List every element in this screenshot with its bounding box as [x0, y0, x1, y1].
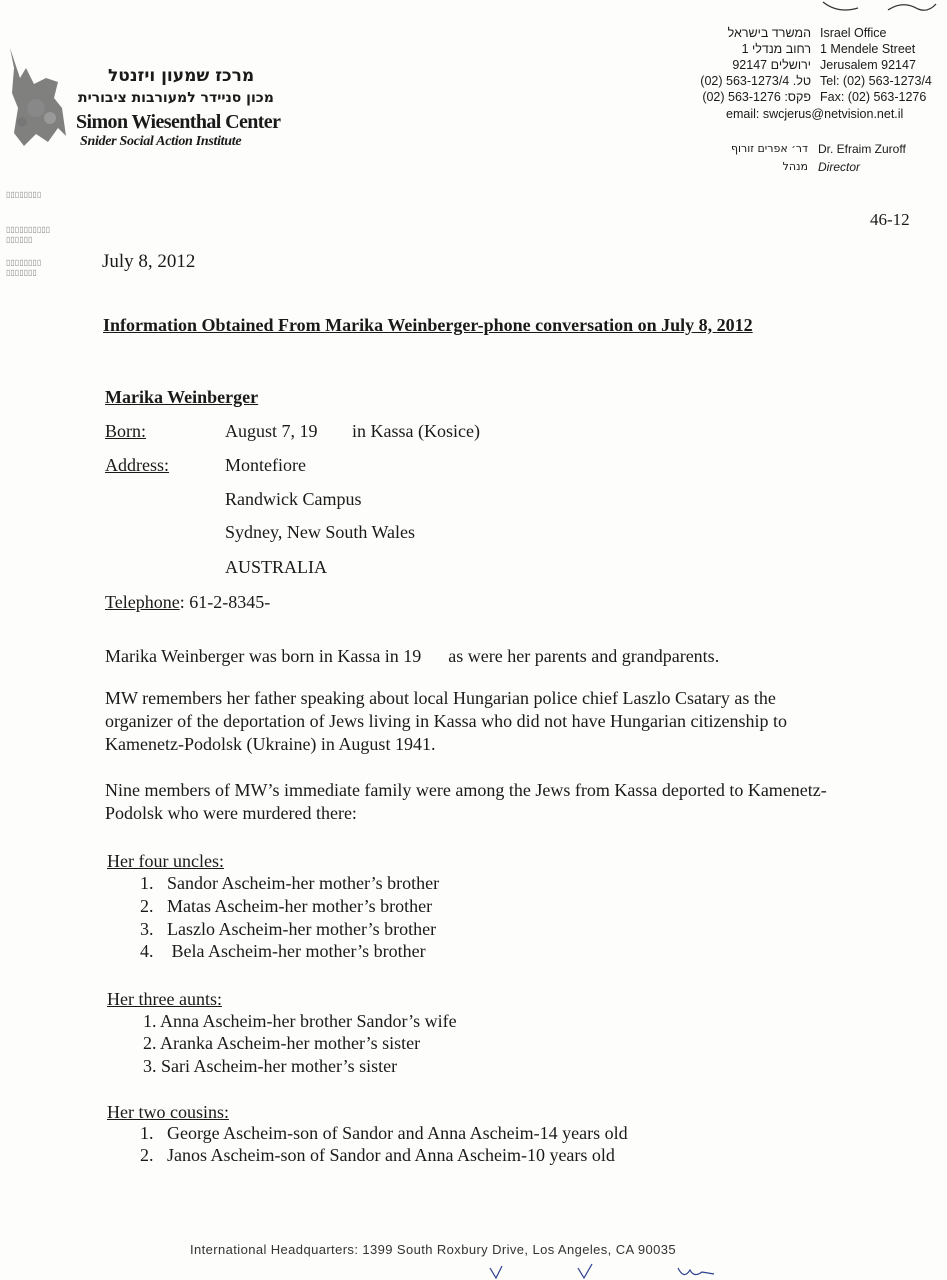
list-item: 2. Aranka Ascheim-her mother’s sister: [143, 1033, 421, 1053]
institute-hebrew-name: מכון סניידר למעורבות ציבורית: [78, 90, 274, 106]
office-en-line: Fax: (02) 563-1276: [820, 90, 927, 104]
director-english: [818, 140, 906, 176]
director-title: Director: [818, 160, 861, 174]
office-he-line: ירושלים 92147: [732, 58, 811, 72]
office-en-line: Tel: (02) 563-1273/4: [820, 74, 932, 88]
footer-address: International Headquarters: 1399 South Roxbury Drive, Los Angeles, CA 90035: [190, 1242, 677, 1257]
paragraph-father: MW remembers her father speaking about local Hungarian police chief Laszlo Csatary as the organizer of the deportation of Jews living in Kassa who did not have Hungarian citizenship to Kamenetz-Podolsk (Ukraine) in August 1941.: [105, 688, 788, 754]
list-item: 3. Laszlo Ascheim-her mother’s brother: [140, 919, 437, 939]
office-address-english: [820, 25, 945, 105]
subject-name: Marika Weinberger: [105, 387, 259, 407]
reference-number: 46-12: [870, 210, 910, 229]
margin-faint-text: ▯▯▯▯▯▯▯▯ ▯▯▯▯▯▯▯: [6, 258, 42, 277]
office-en-line: Jerusalem 92147: [820, 58, 916, 72]
address-line: Montefiore: [225, 455, 306, 475]
list-item: 2. Janos Ascheim-son of Sandor and Anna Ascheim-10 years old: [140, 1145, 615, 1165]
telephone-row: [105, 592, 270, 613]
office-he-line: רחוב מנדלי 1: [741, 42, 811, 56]
paragraph-family: Nine members of MW’s immediate family were among the Jews from Kassa deported to Kamenetz-Podolsk who were murdered there:: [105, 780, 827, 823]
born-label: Born:: [105, 421, 147, 441]
wiesenthal-center-logo-icon: [6, 38, 70, 148]
cousins-heading: Her two cousins:: [107, 1102, 229, 1122]
address-line: AUSTRALIA: [225, 557, 327, 577]
office-he-line: המשרד בישראל: [727, 26, 811, 40]
document-title: Information Obtained From Marika Weinberger-phone conversation on July 8, 2012: [103, 315, 753, 335]
office-he-line: טל. 563-1273/4 (02): [700, 74, 811, 88]
list-item: 1. Sandor Ascheim-her mother’s brother: [140, 873, 440, 893]
bottom-check-marks-icon: [480, 1262, 720, 1280]
director-name-he: דר׳ אפרים זורוף: [730, 142, 808, 155]
paragraph-birth: Marika Weinberger was born in Kassa in 19 as were her parents and grandparents.: [105, 646, 720, 666]
office-he-line: פקס: 563-1276 (02): [702, 90, 811, 104]
list-item: 3. Sari Ascheim-her mother’s sister: [143, 1056, 398, 1076]
list-item: 1. Anna Ascheim-her brother Sandor’s wife: [143, 1011, 457, 1031]
list-item: 2. Matas Ascheim-her mother’s brother: [140, 896, 433, 916]
office-en-line: 1 Mendele Street: [820, 42, 916, 56]
director-hebrew: [700, 140, 808, 176]
margin-faint-text: ▯▯▯▯▯▯▯▯▯▯ ▯▯▯▯▯▯: [6, 225, 51, 244]
director-name: Dr. Efraim Zuroff: [818, 142, 906, 156]
letter-date: July 8, 2012: [102, 251, 196, 272]
office-address-hebrew: [675, 25, 811, 105]
uncles-heading: Her four uncles:: [107, 851, 224, 871]
margin-faint-text: ▯▯▯▯▯▯▯▯: [6, 190, 42, 199]
born-date: August 7, 19: [225, 421, 318, 441]
list-item: 4. Bela Ascheim-her mother’s brother: [140, 941, 426, 961]
address-line: Randwick Campus: [225, 489, 362, 509]
list-item: 1. George Ascheim-son of Sandor and Anna Ascheim-14 years old: [140, 1123, 628, 1143]
born-place: in Kassa (Kosice): [352, 421, 480, 441]
office-en-line: Israel Office: [820, 26, 887, 40]
corner-scribble-icon: [818, 0, 938, 14]
director-title-he: מנהל: [782, 160, 808, 173]
org-hebrew-name: מרכז שמעון ויזנטל: [108, 66, 255, 86]
telephone-value: : 61-2-8345-: [179, 592, 271, 612]
address-line: Sydney, New South Wales: [225, 522, 416, 542]
address-label: Address:: [105, 455, 169, 475]
telephone-label: Telephone: [105, 592, 180, 612]
institute-name: Snider Social Action Institute: [80, 134, 242, 149]
office-email: email: swcjerus@netvision.net.il: [726, 107, 904, 121]
aunts-heading: Her three aunts:: [107, 989, 222, 1009]
org-name: Simon Wiesenthal Center: [76, 111, 281, 133]
